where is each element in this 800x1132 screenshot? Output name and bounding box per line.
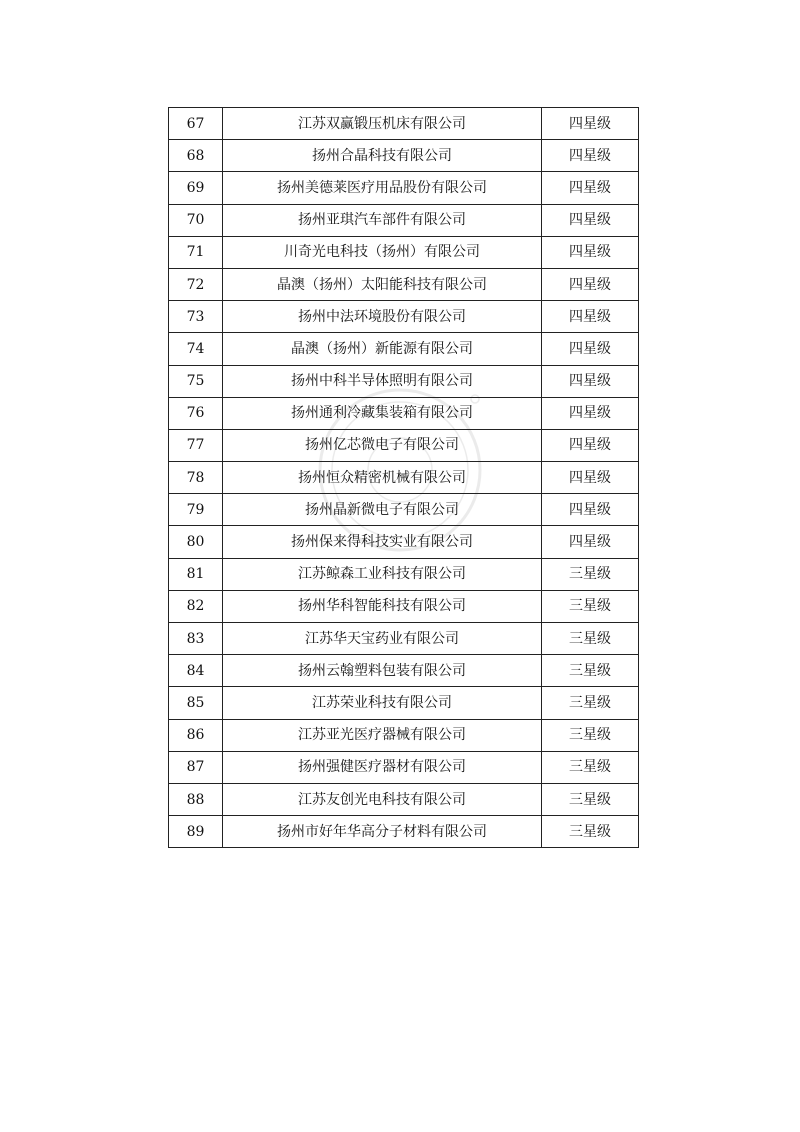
row-number: 84 [169, 655, 223, 687]
table-row [169, 204, 639, 236]
row-number: 76 [169, 397, 223, 429]
row-number: 69 [169, 172, 223, 204]
table-row [169, 783, 639, 815]
table-row [169, 719, 639, 751]
table-row [169, 140, 639, 172]
row-number: 80 [169, 526, 223, 558]
table-row [169, 494, 639, 526]
star-level: 四星级 [542, 365, 639, 397]
company-name: 扬州云翰塑料包装有限公司 [223, 655, 542, 687]
company-name: 扬州恒众精密机械有限公司 [223, 462, 542, 494]
table-row [169, 623, 639, 655]
company-name: 扬州通利冷藏集装箱有限公司 [223, 397, 542, 429]
row-number: 89 [169, 816, 223, 848]
star-level: 四星级 [542, 333, 639, 365]
row-number: 77 [169, 429, 223, 461]
company-name: 川奇光电科技（扬州）有限公司 [223, 236, 542, 268]
row-number: 88 [169, 783, 223, 815]
star-level: 四星级 [542, 140, 639, 172]
table-row [169, 816, 639, 848]
table-row [169, 687, 639, 719]
star-level: 三星级 [542, 623, 639, 655]
row-number: 73 [169, 301, 223, 333]
table-row [169, 526, 639, 558]
company-name: 江苏华天宝药业有限公司 [223, 623, 542, 655]
star-level: 三星级 [542, 719, 639, 751]
table-row [169, 108, 639, 140]
table-row [169, 365, 639, 397]
row-number: 67 [169, 108, 223, 140]
star-level: 三星级 [542, 751, 639, 783]
row-number: 82 [169, 590, 223, 622]
table-row [169, 462, 639, 494]
company-name: 扬州市好年华高分子材料有限公司 [223, 816, 542, 848]
star-level: 四星级 [542, 236, 639, 268]
star-level: 三星级 [542, 687, 639, 719]
star-level: 四星级 [542, 108, 639, 140]
star-level: 四星级 [542, 204, 639, 236]
row-number: 75 [169, 365, 223, 397]
company-name: 江苏友创光电科技有限公司 [223, 783, 542, 815]
star-level: 三星级 [542, 783, 639, 815]
company-name: 扬州晶新微电子有限公司 [223, 494, 542, 526]
table-row [169, 301, 639, 333]
table-row [169, 333, 639, 365]
company-name: 江苏双赢锻压机床有限公司 [223, 108, 542, 140]
company-name: 晶澳（扬州）太阳能科技有限公司 [223, 268, 542, 300]
star-level: 三星级 [542, 655, 639, 687]
table-row [169, 558, 639, 590]
company-rating-table [168, 107, 639, 848]
company-name: 扬州中科半导体照明有限公司 [223, 365, 542, 397]
table-row [169, 751, 639, 783]
company-name: 扬州美德莱医疗用品股份有限公司 [223, 172, 542, 204]
table-row [169, 397, 639, 429]
row-number: 71 [169, 236, 223, 268]
row-number: 68 [169, 140, 223, 172]
row-number: 72 [169, 268, 223, 300]
company-name: 江苏荣业科技有限公司 [223, 687, 542, 719]
company-name: 晶澳（扬州）新能源有限公司 [223, 333, 542, 365]
company-name: 江苏鲸森工业科技有限公司 [223, 558, 542, 590]
row-number: 86 [169, 719, 223, 751]
table-row [169, 590, 639, 622]
company-name: 扬州亚琪汽车部件有限公司 [223, 204, 542, 236]
star-level: 三星级 [542, 816, 639, 848]
star-level: 四星级 [542, 268, 639, 300]
row-number: 85 [169, 687, 223, 719]
table-row [169, 236, 639, 268]
row-number: 87 [169, 751, 223, 783]
company-name: 扬州强健医疗器材有限公司 [223, 751, 542, 783]
company-name: 扬州合晶科技有限公司 [223, 140, 542, 172]
star-level: 四星级 [542, 494, 639, 526]
star-level: 三星级 [542, 590, 639, 622]
star-level: 三星级 [542, 558, 639, 590]
table-body [169, 108, 639, 848]
company-name: 扬州华科智能科技有限公司 [223, 590, 542, 622]
row-number: 83 [169, 623, 223, 655]
row-number: 78 [169, 462, 223, 494]
company-name: 扬州中法环境股份有限公司 [223, 301, 542, 333]
star-level: 四星级 [542, 462, 639, 494]
row-number: 70 [169, 204, 223, 236]
company-name: 扬州亿芯微电子有限公司 [223, 429, 542, 461]
star-level: 四星级 [542, 301, 639, 333]
star-level: 四星级 [542, 397, 639, 429]
star-level: 四星级 [542, 429, 639, 461]
company-name: 江苏亚光医疗器械有限公司 [223, 719, 542, 751]
star-level: 四星级 [542, 172, 639, 204]
row-number: 74 [169, 333, 223, 365]
table-row [169, 429, 639, 461]
row-number: 79 [169, 494, 223, 526]
star-level: 四星级 [542, 526, 639, 558]
table-row [169, 655, 639, 687]
company-name: 扬州保来得科技实业有限公司 [223, 526, 542, 558]
table-row [169, 172, 639, 204]
table-row [169, 268, 639, 300]
row-number: 81 [169, 558, 223, 590]
